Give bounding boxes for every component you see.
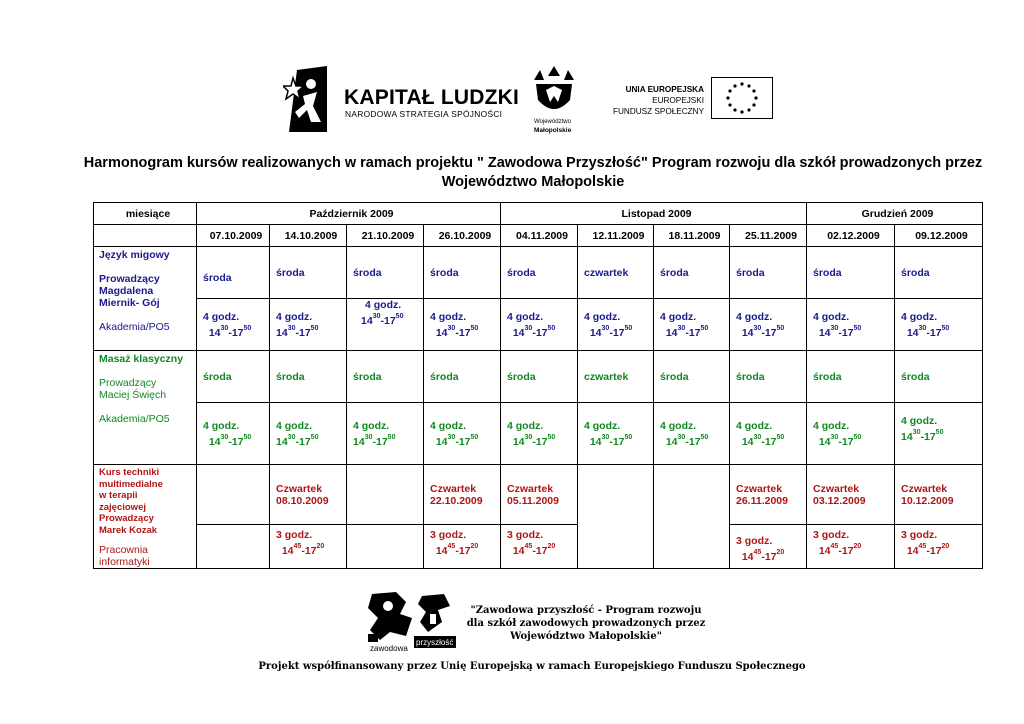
course3-date-cell: Czwartek 26.11.2009 [730, 465, 807, 525]
course2-day-3: środa [424, 351, 501, 403]
unia-line3: FUNDUSZ SPOŁECZNY [613, 107, 704, 116]
course1-time-row [94, 299, 983, 351]
header-miesiace: miesiące [94, 203, 197, 225]
course2-time-cell: 4 godz. $14^{30}-17^{50}$ [807, 403, 895, 465]
project-quote [450, 604, 722, 643]
course2-time-cell: 4 godz. $14^{30}-17^{50}$ [654, 403, 730, 465]
course3-empty-cell [347, 465, 424, 525]
course3-name3: w terapii [99, 490, 138, 501]
course1-day-1: środa [270, 247, 347, 299]
course2-day-5: czwartek [578, 351, 654, 403]
course2-teacher: Maciej Święch [99, 389, 167, 401]
malopolskie-label: Małopolskie [534, 127, 572, 134]
course3-label [94, 465, 197, 569]
course2-place: Akademia/PO5 [99, 413, 170, 425]
unia-europejska-text [580, 84, 704, 117]
course1-time-cell: 4 godz. $14^{30}-17^{50}$ [578, 299, 654, 351]
quote-line2: dla szkół zawodowych prowadzonych przez [466, 618, 706, 629]
course3-lead: Prowadzący [99, 513, 154, 524]
course2-time-cell: 4 godz. $14^{30}-17^{50}$ [730, 403, 807, 465]
course1-day-7: środa [730, 247, 807, 299]
kapital-ludzki-title: KAPITAŁ LUDZKI [344, 86, 520, 109]
kapital-ludzki-emblem-icon [283, 66, 327, 132]
course3-date-cell: Czwartek 08.10.2009 [270, 465, 347, 525]
course2-time-cell: 4 godz. $14^{30}-17^{50}$ [424, 403, 501, 465]
course1-day-3: środa [424, 247, 501, 299]
course1-label [94, 247, 197, 351]
course2-time-cell: 4 godz. $14^{30}-17^{50}$ [895, 403, 983, 465]
date-cell: 26.10.2009 [424, 225, 501, 247]
course1-time-cell: 4 godz. $14^{30}-17^{50}$ [730, 299, 807, 351]
logo-text-zawodowa: zawodowa [370, 644, 408, 652]
course2-name: Masaż klasyczny [99, 353, 184, 365]
course2-label [94, 351, 197, 465]
course1-day-0: środa [197, 247, 270, 299]
quote-line3: Województwo Małopolskie" [510, 631, 662, 642]
document-title [60, 154, 1006, 192]
course1-time-cell: 4 godz. $14^{30}-17^{50}$ [424, 299, 501, 351]
course1-day-2: środa [347, 247, 424, 299]
course3-name4: zajęciowej [99, 501, 146, 513]
course3-empty-cell [578, 465, 654, 569]
course1-time-cell: 4 godz. $14^{30}-17^{50}$ [654, 299, 730, 351]
unia-line2: EUROPEJSKI [652, 96, 704, 105]
course3-teacher: Marek Kozak [99, 524, 158, 536]
date-header-row [94, 225, 983, 247]
date-cell: 07.10.2009 [197, 225, 270, 247]
course1-name: Język migowy [99, 249, 170, 261]
course3-time-cell: 3 godz. $14^{45}-17^{20}$ [807, 525, 895, 569]
eu-flag-icon [711, 77, 773, 119]
course2-day-row [94, 351, 983, 403]
course1-time-cell: 4 godz. $14^{30}-17^{50}$ [807, 299, 895, 351]
course3-time-cell: 3 godz. $14^{45}-17^{20}$ [424, 525, 501, 569]
course2-lead: Prowadzący [99, 377, 157, 389]
course3-time-cell: 3 godz. $14^{45}-17^{20}$ [501, 525, 578, 569]
course1-day-6: środa [654, 247, 730, 299]
zawodowa-przyszlosc-logo-icon [366, 592, 456, 652]
course1-time-cell: 4 godz. $14^{30}-17^{50}$ [501, 299, 578, 351]
logo-text-przyszlosc: przyszłość [416, 638, 454, 647]
unia-line1: UNIA EUROPEJSKA [625, 85, 704, 94]
course3-name2: multimedialne [99, 478, 163, 490]
course1-time-cell: 4 godz. $14^{30}-17^{50}$ [270, 299, 347, 351]
header-month-november: Listopad 2009 [501, 203, 807, 225]
wojewodztwo-label: Województwo [534, 119, 571, 125]
header-empty [94, 225, 197, 247]
course2-time-row [94, 403, 983, 465]
header-month-december: Grudzień 2009 [807, 203, 983, 225]
course1-day-5: czwartek [578, 247, 654, 299]
quote-line1: "Zawodowa przyszłość - Program rozwoju [470, 605, 702, 616]
course1-teacher2: Miernik- Gój [99, 297, 160, 309]
course3-name1: Kurs techniki [99, 467, 160, 478]
course2-time-cell: 4 godz. $14^{30}-17^{50}$ [501, 403, 578, 465]
course2-time-cell: 4 godz. $14^{30}-17^{50}$ [270, 403, 347, 465]
course3-empty-cell [347, 525, 424, 569]
course2-day-7: środa [730, 351, 807, 403]
course1-day-row [94, 247, 983, 299]
course2-day-2: środa [347, 351, 424, 403]
date-cell: 12.11.2009 [578, 225, 654, 247]
course1-time-cell: 4 godz. $14^{30}-17^{50}$ [197, 299, 270, 351]
course1-place: Akademia/PO5 [99, 321, 170, 333]
course3-time-cell: 3 godz. $14^{45}-17^{20}$ [270, 525, 347, 569]
kapital-ludzki-subtitle: NARODOWA STRATEGIA SPÓJNOŚCI [345, 109, 503, 119]
course2-day-6: środa [654, 351, 730, 403]
course3-empty-cell [197, 525, 270, 569]
course3-date-cell: Czwartek 05.11.2009 [501, 465, 578, 525]
course1-lead: Prowadzący [99, 273, 160, 285]
malopolska-emblem-icon [530, 66, 578, 118]
course3-date-cell: Czwartek 10.12.2009 [895, 465, 983, 525]
course3-time-cell: 3 godz. $14^{45}-17^{20}$ [730, 525, 807, 569]
course2-day-0: środa [197, 351, 270, 403]
course1-day-8: środa [807, 247, 895, 299]
course3-time-cell: 3 godz. $14^{45}-17^{20}$ [895, 525, 983, 569]
title-line2: Województwo Małopolskie [441, 174, 625, 190]
date-cell: 21.10.2009 [347, 225, 424, 247]
course2-day-1: środa [270, 351, 347, 403]
course3-time-row [94, 525, 983, 569]
date-cell: 18.11.2009 [654, 225, 730, 247]
month-header-row [94, 203, 983, 225]
header-month-october: Październik 2009 [197, 203, 501, 225]
course2-day-4: środa [501, 351, 578, 403]
course1-day-9: środa [895, 247, 983, 299]
course1-time-cell: 4 godz. $14^{30}-17^{50}$ [895, 299, 983, 351]
course1-time-cell: 4 godz. $14^{30}-17^{50}$ [347, 299, 424, 351]
course3-empty-cell [197, 465, 270, 525]
course1-day-4: środa [501, 247, 578, 299]
course3-date-row [94, 465, 983, 525]
course3-date-cell: Czwartek 03.12.2009 [807, 465, 895, 525]
date-cell: 14.10.2009 [270, 225, 347, 247]
course2-time-cell: 4 godz. $14^{30}-17^{50}$ [578, 403, 654, 465]
course3-place1: Pracownia [99, 544, 149, 556]
date-cell: 02.12.2009 [807, 225, 895, 247]
course2-time-cell: 4 godz. $14^{30}-17^{50}$ [347, 403, 424, 465]
date-cell: 25.11.2009 [730, 225, 807, 247]
course3-empty-cell [654, 465, 730, 569]
course2-day-9: środa [895, 351, 983, 403]
date-cell: 04.11.2009 [501, 225, 578, 247]
course2-time-cell: 4 godz. $14^{30}-17^{50}$ [197, 403, 270, 465]
date-cell: 09.12.2009 [895, 225, 983, 247]
schedule-table [93, 202, 983, 569]
cofinancing-note: Projekt współfinansowany przez Unię Europejską w ramach Europejskiego Funduszu Społecznego [258, 661, 806, 672]
course1-teacher1: Magdalena [99, 285, 154, 297]
course3-place2: informatyki [99, 556, 150, 568]
course3-date-cell: Czwartek 22.10.2009 [424, 465, 501, 525]
title-line1: Harmonogram kursów realizowanych w ramach projektu " Zawodowa Przyszłość" Program rozwoju dla szkół prowadzonych przez [83, 155, 983, 171]
course2-day-8: środa [807, 351, 895, 403]
